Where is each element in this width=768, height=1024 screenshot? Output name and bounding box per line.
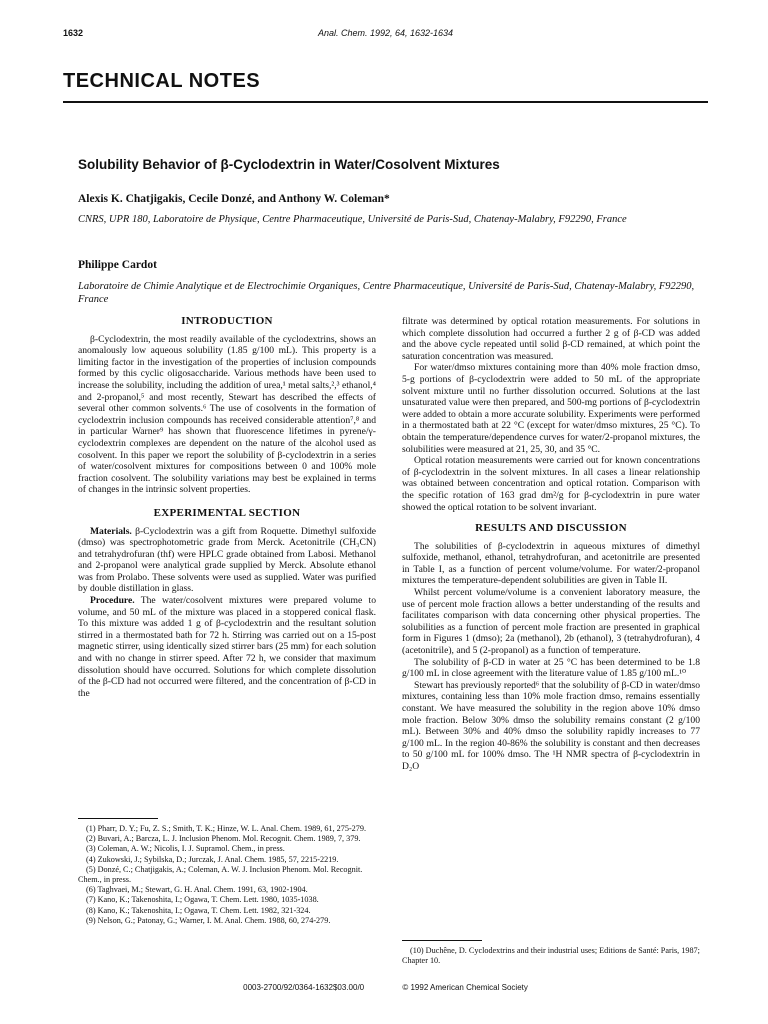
section-rule — [63, 101, 708, 103]
copyright: © 1992 American Chemical Society — [402, 983, 528, 992]
references-left — [78, 824, 376, 926]
affiliation-secondary: Laboratoire de Chimie Analytique et de Electrochimie Organiques, Centre Pharmaceutique, Université de Paris-Sud, Chatenay-Malabry, F92290, France — [78, 281, 695, 305]
reference-item: (2) Buvari, A.; Barcza, L. J. Inclusion Phenom. Mol. Recognit. Chem. 1989, 7, 379. — [86, 834, 361, 844]
reference-item: (7) Kano, K.; Takenoshita, I.; Ogawa, T. Chem. Lett. 1980, 1035-1038. — [86, 895, 319, 905]
reference-item: (4) Zukowski, J.; Sybilska, D.; Jurczak, J. Anal. Chem. 1985, 57, 2215-2219. — [86, 854, 339, 864]
section-heading: TECHNICAL NOTES — [63, 70, 261, 92]
results-paragraph-3: The solubility of β-CD in water at 25 °C has been determined to be 1.8 g/100 mL in close agreement with the literature value of 1.85 g/100 mL.¹⁰ — [402, 656, 700, 680]
right-paragraph-1: filtrate was determined by optical rotation measurements. For solutions in which complete dissolution had occurred a further 2 g of β-CD was added and the above cycle repeated until solid β-CD remained, at which point the saturation concentration was measured. — [402, 316, 700, 362]
references-right — [402, 946, 700, 966]
reference-item: (1) Pharr, D. Y.; Fu, Z. S.; Smith, T. K.; Hinze, W. L. Anal. Chem. 1989, 61, 275-279. — [86, 824, 367, 833]
results-paragraph-4: Stewart has previously reported⁶ that the solubility of β-CD in water/dmso mixtures, containing less than 10% mole fraction dmso, remains essentially constant. We have measured the solubility in the region above 10% dmso mole fraction. Below 30% dmso the solubility remains constant (2 g/100 mL). Between 30% and 40% dmso the solubility rapidly increases to 77 g/100 mL. In the region 40-86% the solubility is constant and then decreases to 50 g/100 mL for 100% dmso. The ¹H NMR spectra of β-cyclodextrin in D₂O — [402, 679, 700, 772]
materials-text: β-Cyclodextrin was a gift from Roquette. Dimethyl sulfoxide (dmso) was spectrophotometric grade from Merck. Acetonitrile (CH₃CN) and tetrahydrofuran (thf) were HPLC grade obtained from Labosi. Methanol and 2-propanol were analytical grade supplied by Merck. Absolute ethanol was from Prolabo. These solvents were used as supplied. Water was purified by double distillation in glass. — [78, 525, 376, 595]
running-header — [63, 28, 708, 44]
reference-item: (8) Kano, K.; Takenoshita, I.; Ogawa, T. Chem. Lett. 1982, 321-324. — [86, 905, 311, 915]
affiliation-primary: CNRS, UPR 180, Laboratoire de Physique, Centre Pharmaceutique, Université de Paris-Sud, Chatenay-Malabry, F92290, France — [78, 214, 627, 225]
experimental-heading: EXPERIMENTAL SECTION — [153, 506, 301, 519]
results-paragraph-2: Whilst percent volume/volume is a convenient laboratory measure, the use of percent mole fraction allows a better understanding of the results and facilitates comparison with data concerning other physical properties. The solubilities as a function of percent mole fraction are presented in graphical form in Figures 1 (dmso); 2a (methanol), 2b (ethanol), 3 (tetrahydrofuran), 4 (acetonitrile), and 5 (2-propanol) as a function of temperature. — [402, 587, 700, 657]
references-separator-right — [402, 940, 482, 941]
procedure-label: Procedure. — [90, 595, 135, 607]
introduction-heading: INTRODUCTION — [181, 315, 273, 327]
results-heading: RESULTS AND DISCUSSION — [475, 522, 627, 535]
reference-item: (5) Donzé, C.; Chatjigakis, A.; Coleman, A. W. J. Inclusion Phenom. Mol. Recognit. Chem., in press. — [78, 864, 363, 885]
reference-item: (6) Taghvaei, M.; Stewart, G. H. Anal. Chem. 1991, 63, 1902-1904. — [86, 885, 308, 895]
materials-label: Materials. — [90, 525, 132, 537]
left-column — [78, 316, 376, 699]
procedure-text: The water/cosolvent mixtures were prepared volume to volume, and 50 mL of the mixture was placed in a stoppered conical flask. To this mixture was added 1 g of β-cyclodextrin and the resultant solution stirred in a thermostated bath for 72 h. Stirring was carried out on a 15-post magnetic stirrer, using identically sized stirrer bars (25 mm) for each solution and with no change in stirrer speed. After 72 h, we consider that maximum dissolution should have occurred. Solutions for which complete dissolution of the β-CD had not occurred were filtered, and the concentration of β-CD in the — [78, 595, 376, 699]
reference-item: (10) Duchêne, D. Cyclodextrins and their industrial uses; Editions de Santé: Paris, 1987; Chapter 10. — [402, 946, 700, 966]
page-footer — [63, 983, 708, 992]
right-paragraph-2: For water/dmso mixtures containing more than 40% mole fraction dmso, 5-g portions of β-cyclodextrin were added to 50 mL of the appropriate solvent mixture until no further dissolution occurred. Solutions at the last unsaturated value were then prepared, and 500-mg portions of β-cyclodextrin were added to obtain a more accurate solubility. Experiments were performed in a thermostated bath at 22 °C (except for water/dmso mixtures, 25 °C). To obtain the temperature/dependence curves for water/2-propanol mixtures, the solubilities were measured at 21, 25, 30, and 35 °C. — [402, 362, 700, 455]
references-separator-left — [78, 818, 158, 819]
article-title: Solubility Behavior of β-Cyclodextrin in Water/Cosolvent Mixtures — [78, 157, 500, 172]
right-column — [402, 316, 700, 773]
price-code: 0003-2700/92/0364-1632$03.00/0 — [243, 983, 365, 992]
materials-paragraph — [78, 526, 376, 596]
reference-item: (9) Nelson, G.; Patonay, G.; Warner, I. M. Anal. Chem. 1988, 60, 274-279. — [86, 915, 331, 925]
reference-item: (3) Coleman, A. W.; Nicolis, I. J. Supramol. Chem., in press. — [86, 844, 285, 854]
introduction-text: β-Cyclodextrin, the most readily available of the cyclodextrins, shows an anomalously low aqueous solubility (1.85 g/100 mL). This property is a limiting factor in the investigation of the properties of inclusion compounds formed by this cyclic oligosaccharide. Various methods have been used to increase the solubility, including the addition of urea,¹ metal salts,²,³ ethanol,⁴ and 2-propanol,⁵ and most recently, Stewart has described the effects of several other common solvents.⁶ The use of cosolvents in the formation of cyclodextrin inclusion compounds has received considerable attention⁷,⁸ and in particular Warner⁹ has shown that fluorescence lifetimes in pyrene/γ-cyclodextrin complexes are dependent on the nature of the alcohol used as cosolvent. In this paper we report the solubility of β-cyclodextrin in a series of water/cosolvent mixtures for compositions between 0 and 100% mole fraction cosolvent. The solubility variations may best be explained in terms of changes in the intrinsic solvent properties. — [78, 333, 376, 496]
page-number: 1632 — [63, 28, 84, 38]
procedure-paragraph — [78, 595, 376, 699]
results-paragraph-1: The solubilities of β-cyclodextrin in aqueous mixtures of dimethyl sulfoxide, methanol, ethanol, tetrahydrofuran, and acetonitrile are presented in Table I, as a function of percent volume/volume. For water/2-propanol mixtures the temperature-dependent solubilities are given in Table II. — [402, 540, 700, 587]
authors-secondary: Philippe Cardot — [78, 259, 157, 271]
right-paragraph-3: Optical rotation measurements were carried out for known concentrations of β-cyclodextrin in the solvent mixtures. In all cases a linear relationship was obtained between concentration and optical rotation. Comparison with the specific rotation of 163 grad dm²/g for β-cyclodextrin in pure water showed the optical rotation to be solvent invariant. — [402, 455, 700, 513]
authors-primary: Alexis K. Chatjigakis, Cecile Donzé, and Anthony W. Coleman* — [78, 193, 390, 205]
journal-citation: Anal. Chem. 1992, 64, 1632-1634 — [317, 28, 454, 38]
